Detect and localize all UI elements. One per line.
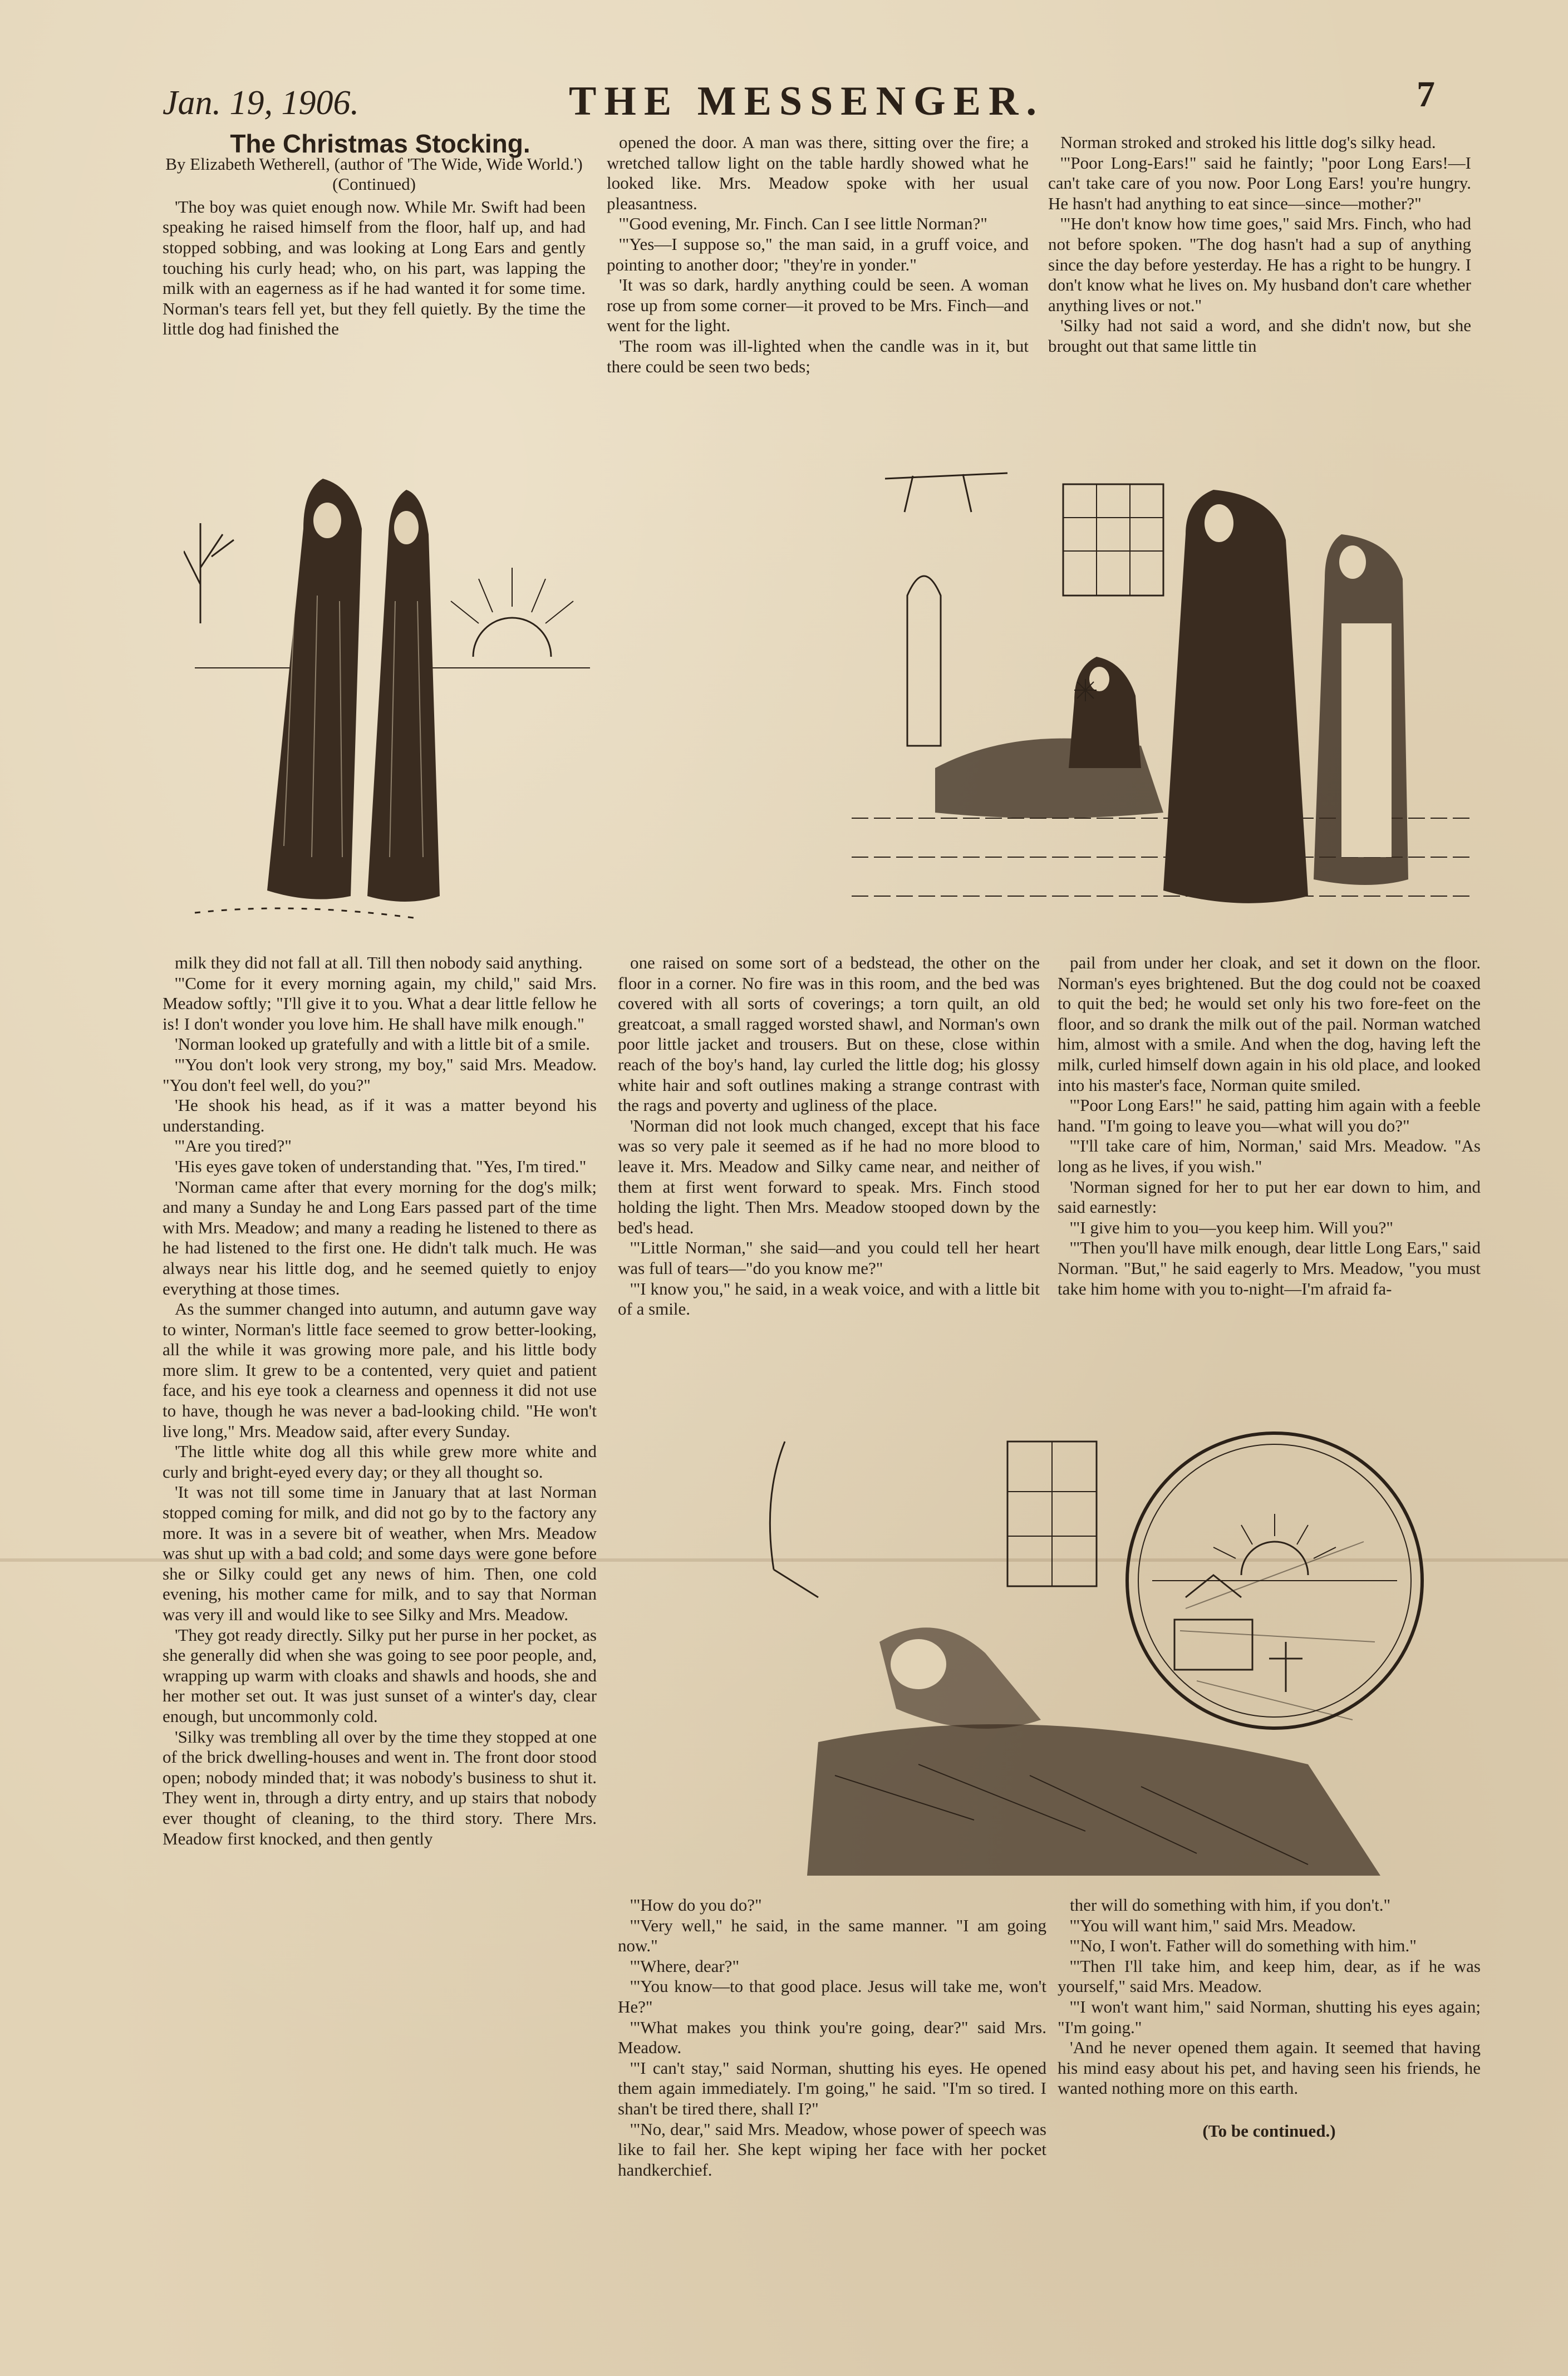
illustration-bedside-scene-art: [852, 456, 1475, 929]
paragraph: opened the door. A man was there, sitting over the fire; a wretched tallow light on the table hardly showed what he looked like. Mrs. Meadow spoke with her usual pleasantness.: [607, 132, 1029, 213]
paragraph: '"No, I won't. Father will do something with him.": [1070, 1936, 1417, 1956]
paragraph: 'Silky had not said a word, and she didn't now, but she brought out that same little tin: [1048, 316, 1471, 356]
column-top-1: [163, 134, 586, 445]
column-mid-3: [1058, 953, 1481, 1420]
issue-date: Jan. 19, 1906.: [163, 84, 360, 122]
paragraph: 'The boy was quiet enough now. While Mr. Swift had been speaking he raised himself from the floor, half up, and had stopped sobbing, and was looking at Long Ears and gently touching his curly head; who, on his part, was lapping the milk with an eagerness as if he had wanted it for some time. Norman's tears fell yet, but they fell quietly. By the time the little dog had finished the: [163, 196, 586, 339]
paragraph: pail from under her cloak, and set it down on the floor. Norman's eyes brightened. But the dog could not be coaxed to quit the bed; he would set only his two fore-feet on the floor, and so drank the milk out of the pail. Norman watched him, almost with a smile. And when the dog, having left the milk, curled himself down again in his old place, and looked into his master's face, Norman quite smiled.: [1058, 953, 1481, 1095]
paragraph: '"Good evening, Mr. Finch. Can I see little Norman?": [619, 214, 987, 234]
text-block: [163, 197, 586, 340]
column-bot-3: [1058, 1895, 1481, 2207]
paragraph: '"I'll take care of him, Norman,' said Mrs. Meadow. "As long as he lives, if you wish.": [1058, 1136, 1481, 1176]
paragraph: '"Then you'll have milk enough, dear little Long Ears," said Norman. "But," he said eagerly to Mrs. Meadow, "you must take him home with you to-night—I'm afraid fa-: [1058, 1238, 1481, 1298]
illustration-boy-in-bed: [751, 1430, 1436, 1887]
text-block: [607, 132, 1029, 377]
paragraph: 'It was so dark, hardly anything could be seen. A woman rose up from some corner—it proved to be Mrs. Finch—and went for the light.: [607, 275, 1029, 336]
article-title: The Christmas Stocking.: [230, 134, 530, 158]
paragraph: '"Where, dear?": [630, 1956, 740, 1976]
paragraph: '"Come for it every morning again, my child," said Mrs. Meadow softly; "I'll give it to you. What a dear little fellow he is! I don't wonder you love him. He shall have milk enough.": [163, 973, 597, 1034]
paragraph: one raised on some sort of a bedstead, the other on the floor in a corner. No fire was in this room, and the bed was covered with all sorts of coverings; a torn quilt, an old greatcoat, a small ragged worsted shawl, and Norman's own poor little jacket and trousers. But on these, close within reach of the boy's hand, lay curled the little dog; his glossy white hair and soft outlines making a strange contrast with the rags and poverty and ugliness of the place.: [618, 953, 1040, 1115]
continued-note: (Continued): [332, 174, 416, 194]
to-be-continued-note: (To be continued.): [1202, 2121, 1336, 2141]
paragraph: '"How do you do?": [630, 1895, 762, 1915]
paragraph: '"I can't stay," said Norman, shutting his eyes. He opened them again immediately. I'm going," he said. "I'm so tired. I shan't be tired there, shall I?": [618, 2058, 1046, 2118]
paragraph: '"You know—to that good place. Jesus will take me, won't He?": [618, 1976, 1046, 2016]
paragraph: '"Then I'll take him, and keep him, dear, as if he was yourself," said Mrs. Meadow.: [1058, 1956, 1481, 1996]
paragraph: ther will do something with him, if you don't.": [1070, 1895, 1391, 1915]
text-block: [163, 953, 597, 1849]
paragraph: '"Yes—I suppose so," the man said, in a gruff voice, and pointing to another door; "they're in yonder.": [607, 234, 1029, 274]
text-block: [618, 953, 1040, 1320]
paragraph: '"Are you tired?": [175, 1136, 292, 1156]
paragraph: 'They got ready directly. Silky put her purse in her pocket, as she generally did when she was going to see poor people, and, wrapping up warm with cloaks and shawls and hoods, she and her mother set out. It was just sunset of a winter's day, clear enough, but uncommonly cold.: [163, 1625, 597, 1726]
illustration-two-women: [184, 456, 590, 929]
paragraph: '"I won't want him," said Norman, shutting his eyes again; "I'm going.": [1058, 1996, 1481, 2037]
paragraph: '"He don't know how time goes," said Mrs. Finch, who had not before spoken. "The dog hasn't had a sup of anything since the day before yesterday. He has a right to be hungry. I don't know what he lives on. My husband don't care whether anything lives or not.": [1048, 214, 1471, 315]
text-block: [1058, 1895, 1481, 2099]
paragraph: 'It was not till some time in January that at last Norman stopped coming for milk, and did not go by to the factory any more. It was in a severe bit of weather, when Mrs. Meadow was shut up with a bad cold; and some days were gone before she or Silky could get any news of him. Then, one cold evening, his mother came for milk, and to say that Norman was very ill and would like to see Silky and Mrs. Meadow.: [163, 1482, 597, 1624]
column-top-2: [607, 132, 1029, 445]
paragraph: '"You don't look very strong, my boy," said Mrs. Meadow. "You don't feel well, do you?": [163, 1054, 597, 1095]
paragraph: Norman stroked and stroked his little dog's silky head.: [1060, 132, 1436, 152]
paragraph: '"Poor Long Ears!" he said, patting him again with a feeble hand. "I'm going to leave you—what will you do?": [1058, 1095, 1481, 1135]
paragraph: 'Norman signed for her to put her ear down to him, and said earnestly:: [1058, 1177, 1481, 1217]
column-bot-2: [618, 1895, 1046, 2207]
column-mid-1: [163, 953, 597, 2200]
text-block: [618, 1895, 1046, 2180]
paragraph: 'And he never opened them again. It seemed that having his mind easy about his pet, and having seen his friends, he wanted nothing more on this earth.: [1058, 2038, 1481, 2098]
text-block: [1058, 953, 1481, 1299]
paragraph: '"I give him to you—you keep him. Will you?": [1070, 1217, 1393, 1237]
paragraph: milk they did not fall at all. Till then nobody said anything.: [175, 953, 583, 972]
paragraph: '"I know you," he said, in a weak voice, and with a little bit of a smile.: [618, 1278, 1040, 1319]
masthead-title: THE MESSENGER.: [569, 78, 1044, 124]
illustration-two-women-art: [184, 456, 590, 929]
page-number: 7: [1417, 74, 1435, 115]
illustration-bedside-scene: [852, 456, 1475, 929]
paragraph: '"Very well," he said, in the same manner. "I am going now.": [618, 1915, 1046, 1956]
paragraph: 'His eyes gave token of understanding that. "Yes, I'm tired.": [175, 1156, 587, 1176]
paragraph: 'Silky was trembling all over by the time they stopped at one of the brick dwelling-houses and went in. The front door stood open; nobody minded that; it was nobody's business to shut it. They went in, through a dirty entry, and up stairs that nobody ever thought of cleaning, to the third story. There Mrs. Meadow first knocked, and then gently: [163, 1726, 597, 1848]
paragraph: 'The little white dog all this while grew more white and curly and bright-eyed every day; or they all thought so.: [163, 1442, 597, 1482]
paragraph: '"Poor Long-Ears!" said he faintly; "poor Long Ears!—I can't take care of you now. Poor Long Ears! you're hungry. He hasn't had anything to eat since—since—mother?": [1048, 153, 1471, 213]
column-mid-2: [618, 953, 1040, 1420]
column-top-3: [1048, 132, 1471, 445]
paragraph: 'He shook his head, as if it was a matter beyond his understanding.: [163, 1095, 597, 1135]
paragraph: '"What makes you think you're going, dear?" said Mrs. Meadow.: [618, 2017, 1046, 2058]
paragraph: 'The room was ill-lighted when the candle was in it, but there could be seen two beds;: [607, 336, 1029, 376]
paragraph: '"Little Norman," she said—and you could tell her heart was full of tears—"do you know me?": [618, 1238, 1040, 1278]
text-block: [1048, 132, 1471, 357]
paragraph: 'Norman looked up gratefully and with a little bit of a smile.: [175, 1034, 590, 1054]
paragraph: 'Norman did not look much changed, except that his face was so very pale it seemed as if he had no more blood to leave it. Mrs. Meadow and Silky came near, and neither of them at first went forward to speak. Mrs. Finch stood holding the light. Then Mrs. Meadow stooped down by the bed's head.: [618, 1115, 1040, 1237]
paragraph: '"You will want him," said Mrs. Meadow.: [1070, 1915, 1356, 1935]
paragraph: As the summer changed into autumn, and autumn gave way to winter, Norman's little face seemed to grow better-looking, all the while it was growing more pale, and his little body more slim. It grew to be a contented, very quiet and patient face, and his eye took a clearness and openness it did not use to have, though he was never a bad-looking child. "He won't live long," Mrs. Meadow said, after every Sunday.: [163, 1299, 597, 1441]
paragraph: '"No, dear," said Mrs. Meadow, whose power of speech was like to fail her. She kept wiping her face with her pocket handkerchief.: [618, 2119, 1046, 2180]
paragraph: 'Norman came after that every morning for the dog's milk; and many a Sunday he and Long Ears passed part of the time with Mrs. Meadow; and many a reading he listened to there as he had listened to the first one. He didn't talk much. He was always near his little dog, and he seemed quietly to enjoy everything at those times.: [163, 1177, 597, 1298]
article-byline: By Elizabeth Wetherell, (author of 'The Wide, Wide World.'): [165, 154, 583, 174]
illustration-boy-in-bed-art: [751, 1430, 1436, 1887]
